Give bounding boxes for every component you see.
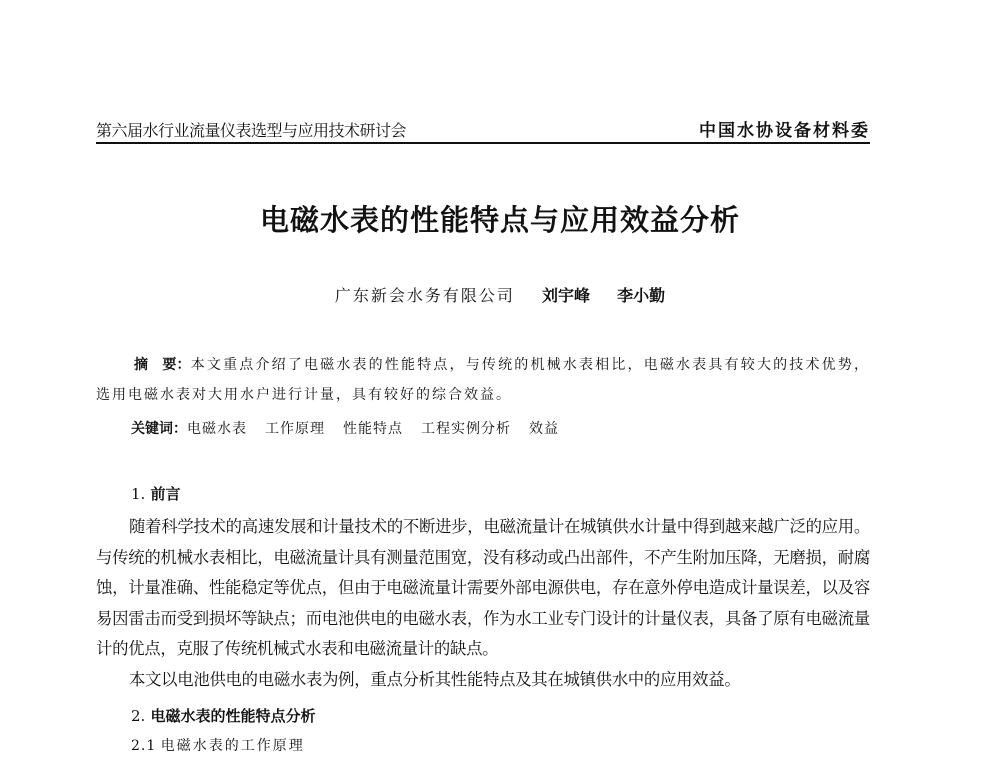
author-organization: 广东新会水务有限公司 [334,286,515,305]
subsection-heading [131,735,305,755]
section-title: 前言 [150,485,181,503]
section-heading-2 [131,705,316,726]
abstract-text: 本文重点介绍了电磁水表的性能特点，与传统的机械水表相比，电磁水表具有较大的技术优势，选用电磁水表对大用水户进行计量，具有较好的综合效益。 [96,357,871,403]
body-text [96,512,870,695]
subsection-number: 2.1 [131,738,157,754]
section-title: 电磁水表的性能特点分析 [150,707,316,725]
keyword: 效益 [529,421,559,437]
abstract-label: 摘 要： [134,357,191,373]
paper-title: 电磁水表的性能特点与应用效益分析 [259,203,740,237]
keyword: 性能特点 [343,421,403,437]
author-line [0,283,1000,306]
section-heading-1 [131,483,181,504]
abstract [96,350,870,410]
section-number: 1. [131,485,146,503]
paragraph: 随着科学技术的高速发展和计量技术的不断进步，电磁流量计在城镇供水计量中得到越来越广泛的应用。与传统的机械水表相比，电磁流量计具有测量范围宽，没有移动或凸出部件，不产生附加压降，无磨损，耐腐蚀，计量准确、性能稳定等优点，但由于电磁流量计需要外部电源供电，存在意外停电造成计量误差，以及容易因雷击而受到损坏等缺点；而电池供电的电磁水表，作为水工业专门设计的计量仪表，具备了原有电磁流量计的优点，克服了传统机械式水表和电磁流量计的缺点。 [96,517,870,658]
keyword: 工作原理 [265,421,325,437]
subsection-title: 电磁水表的工作原理 [160,738,305,754]
section-number: 2. [131,707,146,725]
header-committee-name: 中国水协设备材料委 [699,121,870,141]
keyword: 工程实例分析 [421,421,511,437]
keyword: 电磁水表 [187,421,247,437]
author-name: 刘宇峰 [541,286,590,305]
running-header [96,116,870,144]
paragraph: 本文以电池供电的电磁水表为例，重点分析其性能特点及其在城镇供水中的应用效益。 [129,669,741,689]
keywords [131,418,577,438]
header-rule [96,142,870,144]
author-name: 李小勤 [617,286,666,305]
header-conference-title: 第六届水行业流量仪表选型与应用技术研讨会 [96,121,407,140]
keywords-label: 关键词： [131,421,187,437]
